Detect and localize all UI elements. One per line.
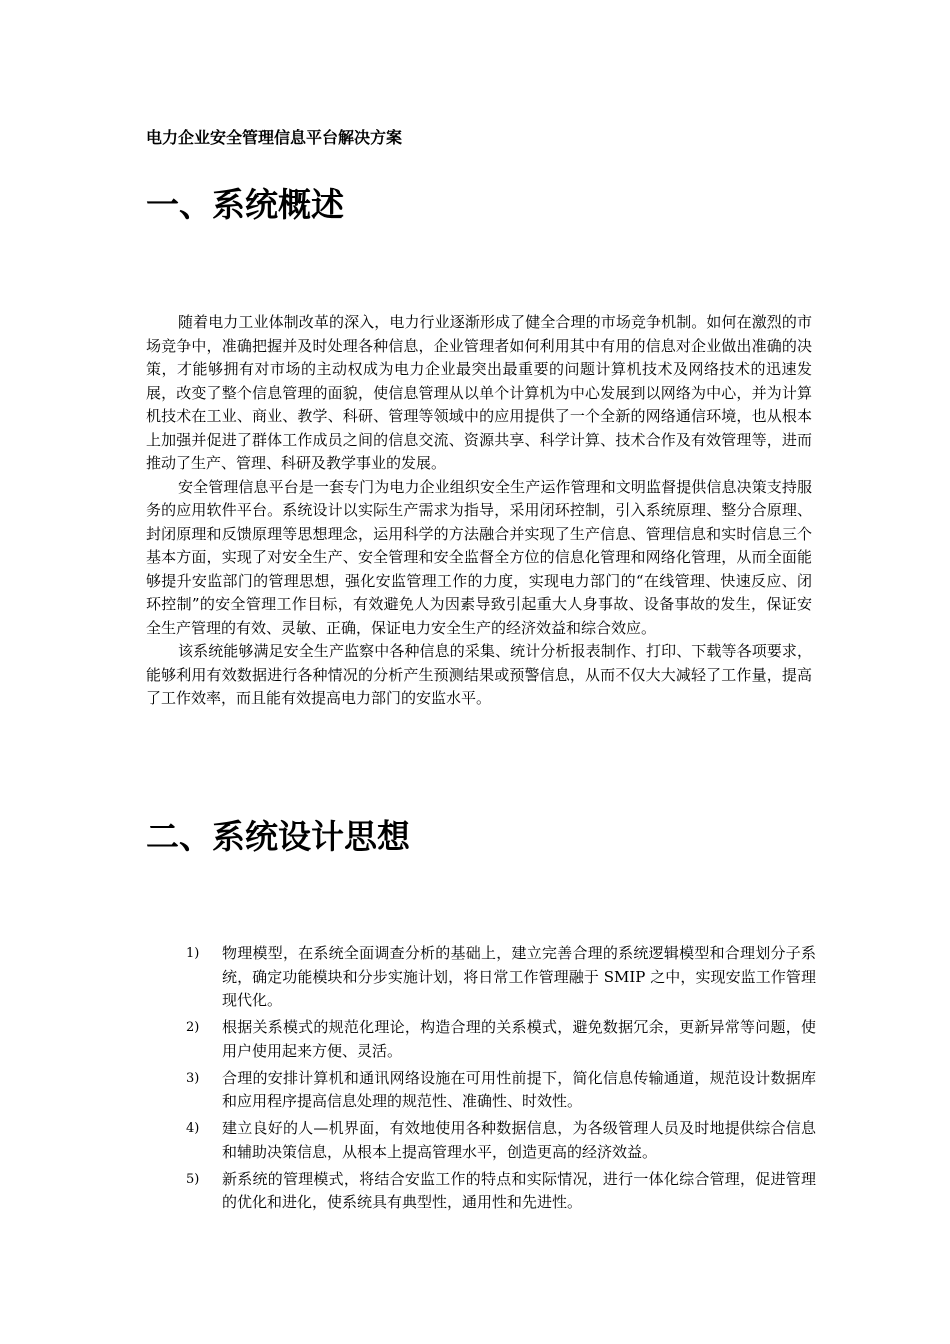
list-item-text: 物理模型，在系统全面调查分析的基础上，建立完善合理的系统逻辑模型和合理划分子系统，确定功能模块和分步实施计划，将日常工作管理融于 SMIP 之中，实现安监工作管理现代化。	[222, 944, 816, 1009]
list-marker: 5)	[186, 1171, 200, 1187]
list-marker: 2)	[186, 1020, 200, 1035]
list-item-text: 新系统的管理模式，将结合安监工作的特点和实际情况，进行一体化综合管理，促进管理的优化和进化，使系统具有典型性，通用性和先进性。	[222, 1169, 816, 1211]
list-item	[186, 1067, 816, 1114]
list-marker: 1)	[186, 946, 200, 961]
list-item	[186, 1016, 816, 1063]
overview-body	[146, 311, 812, 711]
list-marker: 3)	[186, 1070, 200, 1086]
list-item	[186, 1117, 816, 1164]
section-heading-overview: 一、系统概述	[146, 185, 344, 224]
section-heading-design-ideas: 二、系统设计思想	[146, 817, 410, 856]
list-item-text: 合理的安排计算机和通讯网络设施在可用性前提下，简化信息传输通道，规范设计数据库和应用程序提高信息处理的规范性、准确性、时效性。	[222, 1068, 816, 1110]
design-ideas-list	[186, 942, 816, 1218]
list-item-text: 建立良好的人—机界面，有效地使用各种数据信息，为各级管理人员及时地提供综合信息和辅助决策信息，从根本上提高管理水平，创造更高的经济效益。	[222, 1119, 816, 1161]
overview-paragraph: 该系统能够满足安全生产监察中各种信息的采集、统计分析报表制作、打印、下载等各项要求，能够利用有效数据进行各种情况的分析产生预测结果或预警信息，从而不仅大大减轻了工作量，提高了工作效率，而且能有效提高电力部门的安监水平。	[146, 642, 812, 707]
overview-paragraph: 安全管理信息平台是一套专门为电力企业组织安全生产运作管理和文明监督提供信息决策支持服务的应用软件平台。系统设计以实际生产需求为指导，采用闭环控制，引入系统原理、整分合原理、封闭原理和反馈原理等思想理念，运用科学的方法融合并实现了生产信息、管理信息和实时信息三个基本方面，实现了对安全生产、安全管理和安全监督全方位的信息化管理和网络化管理，从而全面能够提升安监部门的管理思想，强化安监管理工作的力度，实现电力部门的“在线管理、快速反应、闭环控制”的安全管理工作目标，有效避免人为因素导致引起重大人身事故、设备事故的发生，保证安全生产管理的有效、灵敏、正确，保证电力安全生产的经济效益和综合效应。	[146, 477, 812, 637]
document-title: 电力企业安全管理信息平台解决方案	[146, 128, 403, 147]
list-item-text: 根据关系模式的规范化理论，构造合理的关系模式，避免数据冗余，更新异常等问题，使用户使用起来方便、灵活。	[222, 1018, 816, 1060]
list-item	[186, 942, 816, 1013]
list-marker: 4)	[186, 1121, 200, 1136]
list-item	[186, 1168, 816, 1215]
overview-paragraph: 随着电力工业体制改革的深入，电力行业逐渐形成了健全合理的市场竞争机制。如何在激烈的市场竞争中，准确把握并及时处理各种信息，企业管理者如何利用其中有用的信息对企业做出准确的决策，才能够拥有对市场的主动权成为电力企业最突出最重要的问题计算机技术及网络技术的迅速发展，改变了整个信息管理的面貌，使信息管理从以单个计算机为中心发展到以网络为中心，并为计算机技术在工业、商业、教学、科研、管理等领域中的应用提供了一个全新的网络通信环境，也从根本上加强并促进了群体工作成员之间的信息交流、资源共享、科学计算、技术合作及有效管理等，进而推动了生产、管理、科研及教学事业的发展。	[146, 313, 812, 472]
